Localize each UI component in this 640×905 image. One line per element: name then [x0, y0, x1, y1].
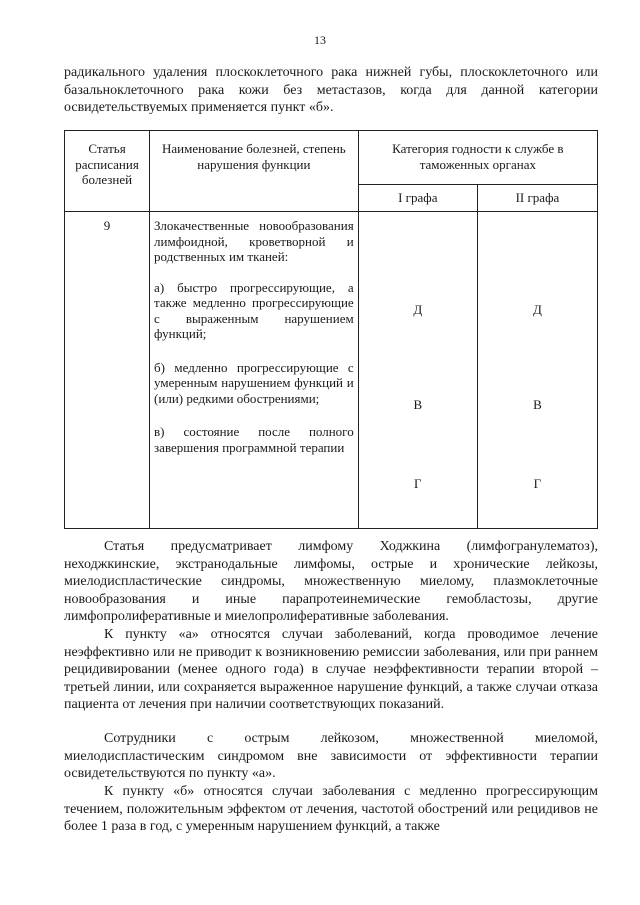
- graph-2-column: [477, 212, 597, 529]
- article-number: 9: [65, 212, 150, 529]
- graph-2-value-c: Г: [533, 476, 542, 491]
- graph-1-column: [358, 212, 477, 529]
- disease-item-b: б) медленно прогрессирующие с умеренным нарушением функций и (или) редкими обострениями;: [154, 359, 354, 406]
- disease-title: Злокачественные новообразования лимфоидной, кроветворной и родственных им тканей:: [154, 218, 354, 264]
- header-graph-1: I графа: [358, 184, 477, 211]
- disease-item-a: а) быстро прогрессирующие, а также медленно прогрессирующие с выраженным нарушением функций;: [154, 279, 354, 341]
- graph-2-value-b: В: [533, 397, 542, 412]
- paragraph-point-b: К пункту «б» относятся случаи заболевания с медленно прогрессирующим течением, положительным эффектом от лечения, частотой обострений или рецидивов не более 1 раза в год, с умеренным нарушением функций, а также: [64, 784, 598, 834]
- graph-1-value-b: В: [413, 397, 423, 412]
- graph-1-value-c: Г: [414, 476, 422, 491]
- graph-1-value-a: Д: [413, 302, 423, 317]
- disease-description: [150, 212, 359, 529]
- disease-item-c: в) состояние после полного завершения программной терапии: [154, 424, 354, 455]
- page-number: 13: [314, 33, 326, 47]
- header-category: Категория годности к службе в таможенных органах: [358, 131, 597, 185]
- paragraph-staff: Сотрудники с острым лейкозом, множественной миеломой, миелодиспластическим синдромом вне зависимости от эффективности терапии освидетельствуются по пункту «а».: [64, 731, 598, 781]
- intro-paragraph: радикального удаления плоскоклеточного рака нижней губы, плоскоклеточного или базальноклеточного рака кожи без метастазов, когда для данной категории освидетельствуемых применяется пункт «б».: [64, 65, 598, 115]
- header-graph-2: II графа: [477, 184, 597, 211]
- disease-schedule-table: [64, 130, 598, 529]
- header-article: Статья расписания болезней: [65, 131, 150, 212]
- header-disease: Наименование болезней, степень нарушения функции: [150, 131, 359, 212]
- graph-2-value-a: Д: [532, 302, 542, 317]
- paragraph-point-a: К пункту «а» относятся случаи заболеваний, когда проводимое лечение неэффективно или не приводит к возникновению ремиссии заболевания, или при раннем рецидивировании (менее одного года) в случае неэффективности терапии второй – третьей линии, или сохраняется выраженное нарушение функций, а также случаи отказа пациента от лечения при наличии соответствующих показаний.: [64, 627, 598, 712]
- paragraph-article-scope: Статья предусматривает лимфому Ходжкина (лимфогранулематоз), неходжкинские, экстранодальные лимфомы, острые и хронические лейкозы, миелодиспластические синдромы, множественную миелому, плазмоклеточные новообразования и иные парапротеинемические гемобластозы, другие лимфопролиферативные и миелопролиферативные заболевания.: [64, 539, 598, 624]
